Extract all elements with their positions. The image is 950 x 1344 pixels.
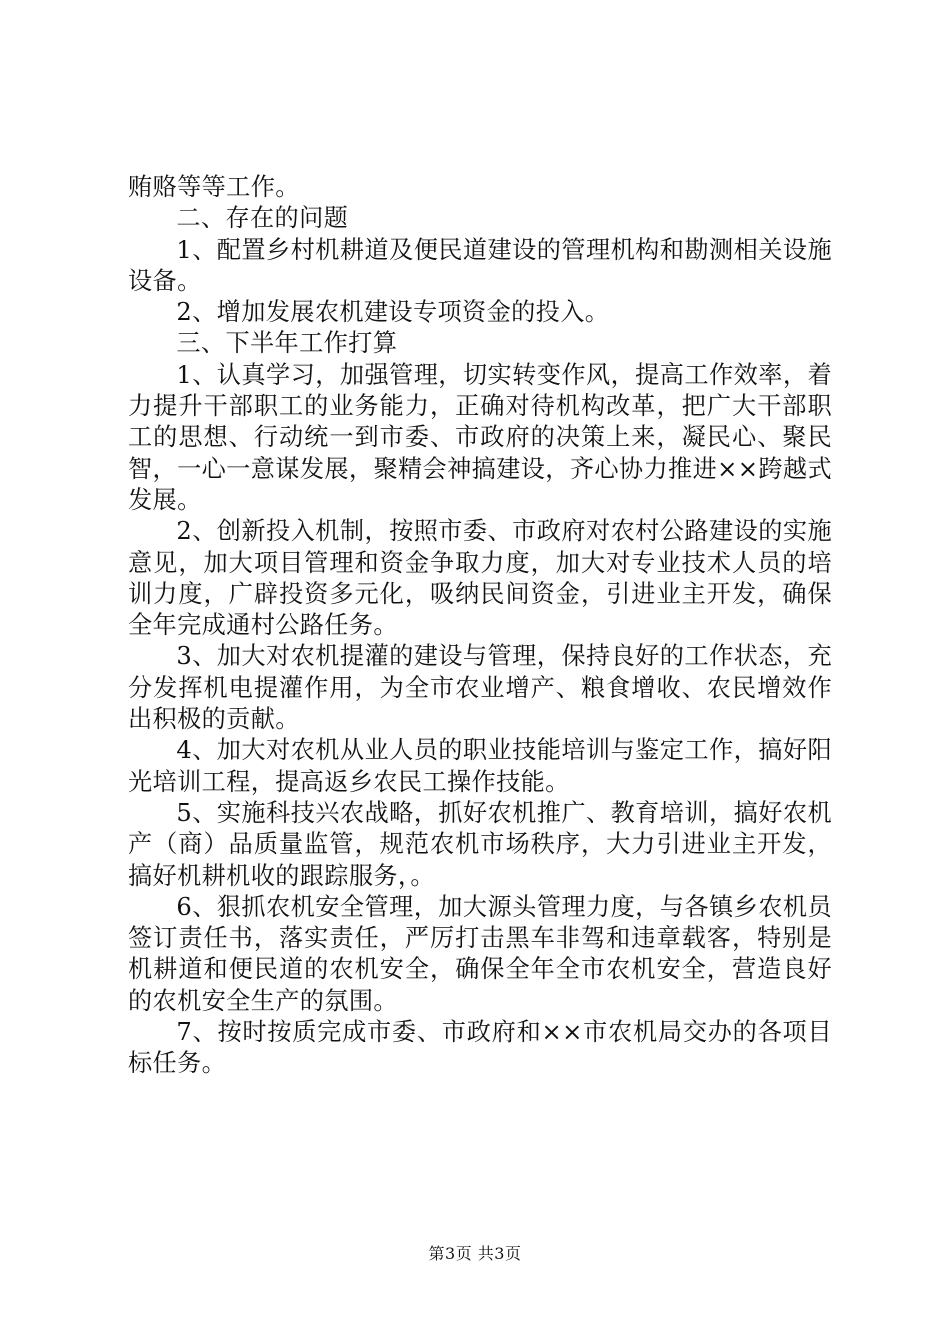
page-number-footer: 第3页 共3页: [428, 1244, 522, 1263]
paragraph-plan-6: 6、狠抓农机安全管理，加大源头管理力度，与各镇乡农机员签订责任书，落实责任，严厉打击黑车非驾和违章载客，特别是机耕道和便民道的农机安全，确保全年全市农机安全，营造良好的农机安全生产的氛围。: [128, 892, 832, 1015]
paragraph-problem-2: 2、增加发展农机建设专项资金的投入。: [176, 298, 610, 327]
paragraph-plan-2: 2、创新投入机制，按照市委、市政府对农村公路建设的实施意见，加大项目管理和资金争取力度，加大对专业技术人员的培训力度，广辟投资多元化，吸纳民间资金，引进业主开发，确保全年完成通村公路任务。: [128, 517, 832, 640]
paragraph-plan-7: 7、按时按质完成市委、市政府和××市农机局交办的各项目标任务。: [128, 1018, 832, 1078]
paragraph-problem-1: 1、配置乡村机耕道及便民道建设的管理机构和勘测相关设施设备。: [128, 235, 832, 295]
section-heading-plan: 三、下半年工作打算: [176, 329, 398, 358]
paragraph-continuation: 贿赂等等工作。: [128, 173, 300, 201]
paragraph-plan-1: 1、认真学习，加强管理，切实转变作风，提高工作效率，着力提升干部职工的业务能力，正确对待机构改革，把广大干部职工的思想、行动统一到市委、市政府的决策上来，凝民心、聚民智，一心一意谋发展，聚精会神搞建设，齐心协力推进××跨越式发展。: [128, 360, 832, 514]
paragraph-plan-3: 3、加大对农机提灌的建设与管理，保持良好的工作状态，充分发挥机电提灌作用，为全市农业增产、粮食增收、农民增效作出积极的贡献。: [128, 642, 832, 734]
section-heading-problems: 二、存在的问题: [176, 204, 349, 233]
document-body: [128, 172, 832, 1080]
paragraph-plan-4: 4、加大对农机从业人员的职业技能培训与鉴定工作，搞好阳光培训工程，提高返乡农民工操作技能。: [128, 736, 832, 796]
paragraph-plan-5: 5、实施科技兴农战略，抓好农机推广、教育培训，搞好农机产（商）品质量监管，规范农机市场秩序，大力引进业主开发，搞好机耕机收的跟踪服务，。: [128, 798, 832, 890]
